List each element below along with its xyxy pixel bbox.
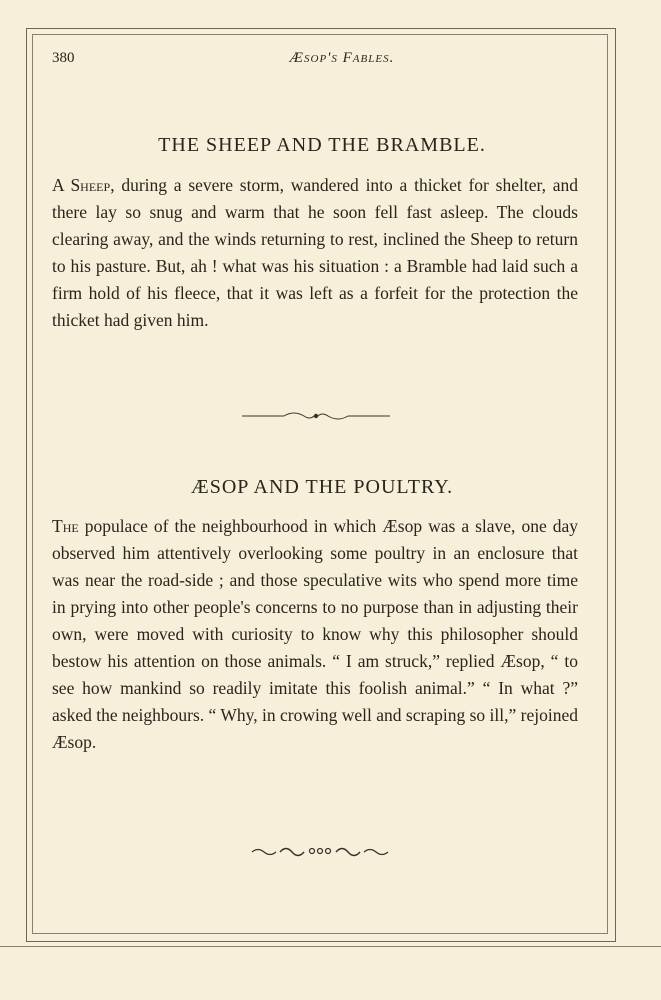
running-head: [52, 50, 592, 70]
fable-title-sheep-bramble: THE SHEEP AND THE BRAMBLE.: [158, 134, 486, 156]
fable-text-aesop-poultry: [52, 513, 578, 756]
page-number: 380: [52, 50, 75, 66]
fable-text-sheep-bramble: [52, 172, 578, 334]
running-title: Æsop's Fables.: [289, 50, 395, 66]
lead-word: The: [52, 516, 79, 536]
fable-body-text: populace of the neighbourhood in which Æsop was a slave, one day observed him attentively overlooking some poultry in an enclosure that was near the road-side ; and those speculative wits who spend more time in prying into other people's concerns to no purpose than in adjusting their own, were moved with curiosity to know why this philosopher should bestow his attention on those animals. “ I am struck,” replied Æsop, “ to see how mankind so readily imitate this foolish animal.” “ In what ?” asked the neighbours. “ Why, in crowing well and scraping so ill,” rejoined Æsop.: [52, 516, 578, 752]
bottom-rule: [0, 946, 661, 947]
flourish-divider-icon: [240, 406, 392, 426]
fable-body-text: , during a severe storm, wandered into a thicket for shelter, and there lay so snug and warm that he soon fell fast asleep. The clouds clearing away, and the winds returning to rest, inclined the Sheep to return to his pasture. But, ah ! what was his situation : a Bramble had laid such a firm hold of his fleece, that it was left as a forfeit for the protection the thicket had given him.: [52, 175, 579, 330]
tailpiece-ornament-icon: [250, 842, 390, 860]
lead-word: A Sheep: [52, 175, 111, 195]
fable-title-aesop-poultry: ÆSOP AND THE POULTRY.: [190, 476, 454, 498]
